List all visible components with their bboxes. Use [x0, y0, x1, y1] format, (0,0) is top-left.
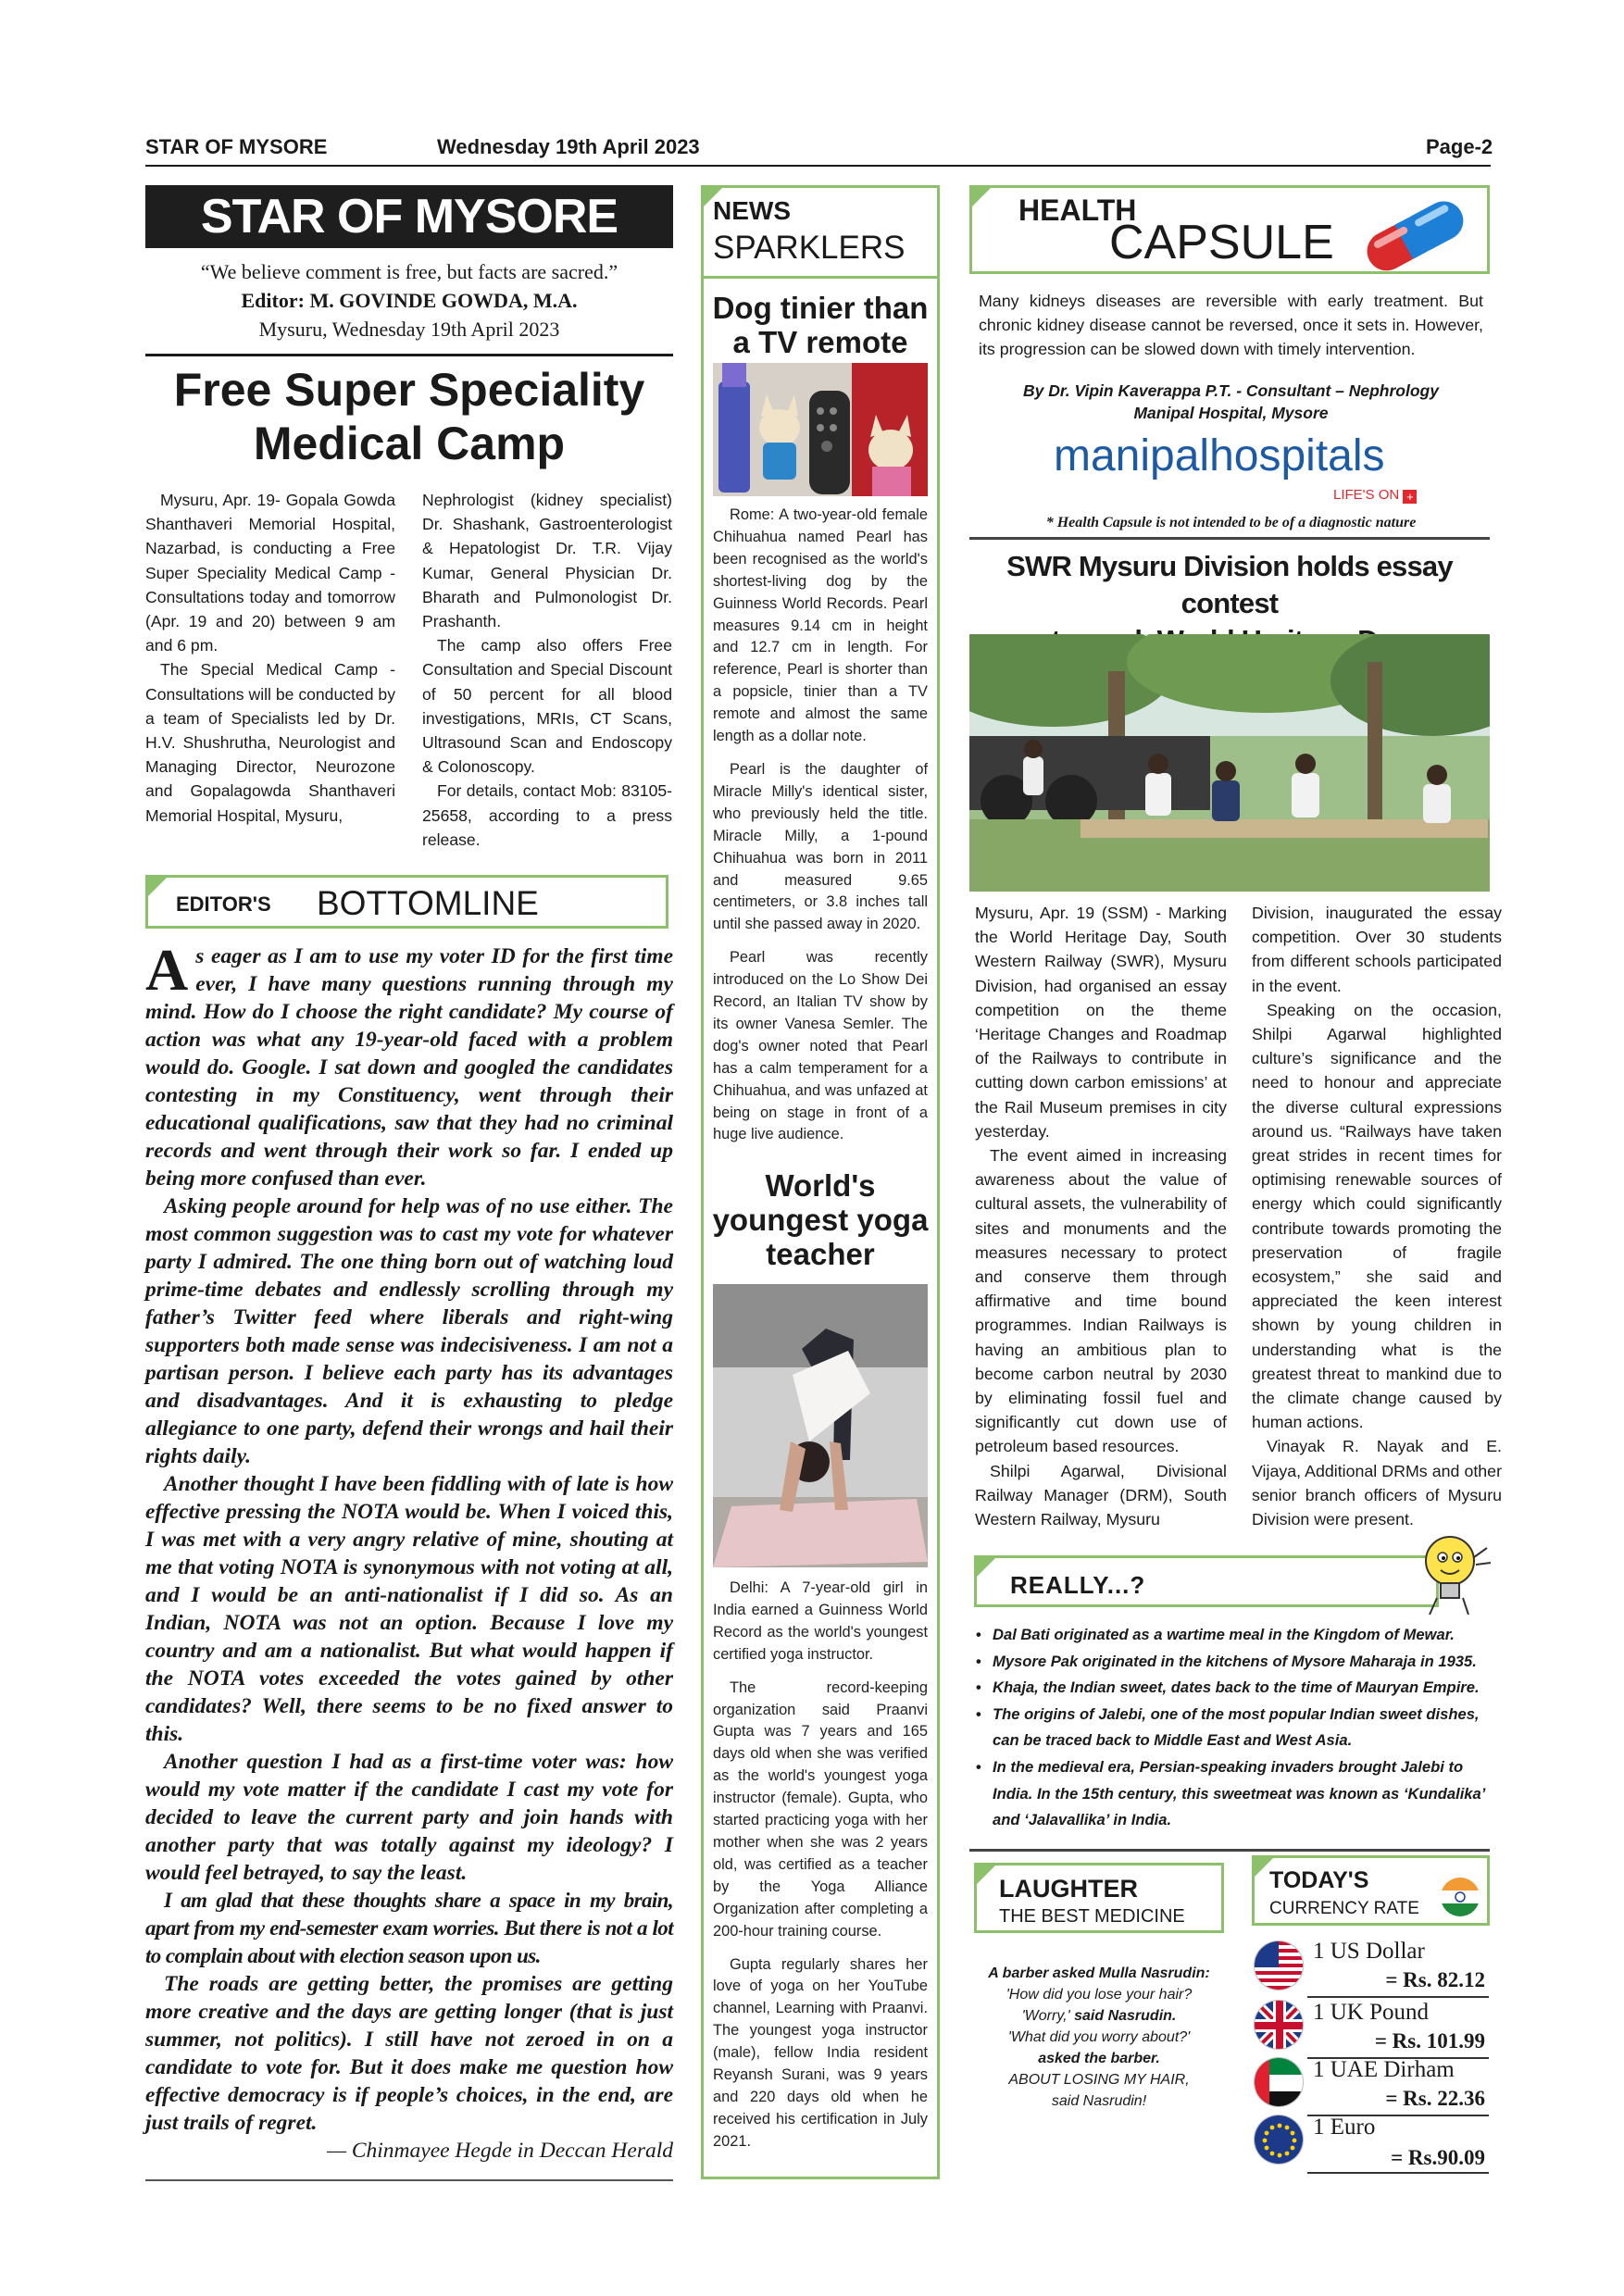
editor-label-big: BOTTOMLINE [317, 884, 539, 922]
yoga-paragraph: Delhi: A 7-year-old girl in India earned a Guinness World Record as the world's youngest certified yoga instructor. [713, 1579, 928, 1663]
really-header [974, 1555, 1439, 1607]
laughter-label-1: LAUGHTER [999, 1875, 1138, 1903]
camp-headline-line2: Medical Camp [253, 418, 566, 469]
camp-headline-line1: Free Super Speciality [173, 364, 645, 416]
masthead-motto: “We believe comment is free, but facts are sacred.” [200, 260, 618, 283]
joke-line: 'How did you lose your hair? [1006, 1987, 1193, 2003]
green-notch [974, 1863, 998, 1887]
paper-name-header: STAR OF MYSORE [145, 135, 328, 158]
editor-paragraph: Another thought I have been fiddling with of late is how effective pressing the NOTA would be. When I voiced this, I was met with a very angry relative of mine, shouting at me that voting NOTA is synonymous with not voting at all, and I would be an anti-nationalist if I did so. As an Indian, NOTA was not an option. Because I love my country and am a nationalist. But what would happen if the NOTA votes exceeded the votes gained by other candidates? Well, there seems to be no fixed answer to this. [145, 1472, 673, 1746]
camp-column-1 [145, 488, 395, 828]
health-label-1: HEALTH [1018, 193, 1137, 227]
rate-label-eur: 1 Euro [1313, 2115, 1376, 2140]
yoga-paragraph: The record-keeping organization said Praanvi Gupta was 7 years and 165 days old when she was verified as the world's youngest yoga instructor (female). Gupta, who started practicing yoga with her mother when she was 2 years old, was certified as a teacher by the Yoga Alliance Organization after completing a 200-hour training course. [713, 1678, 928, 1940]
editor-body [145, 937, 673, 2165]
dog-paragraph: Pearl was recently introduced on the Lo Show Dei Record, an Italian TV show by its owner Vanesa Semler. The dog's owner noted that Pearl has a calm temperament for a Chihuahua, and was unfazed at being on stage in front of a huge live audience. [713, 949, 928, 1143]
green-notch [974, 1555, 998, 1579]
really-item: • Dal Bati originated as a wartime meal in the Kingdom of Mewar. [974, 1622, 1488, 1649]
uae-flag-icon [1254, 2057, 1304, 2107]
yoga-photo [713, 1284, 928, 1567]
rate-label-usd: 1 US Dollar [1313, 1939, 1425, 1964]
editor-paragraph: Asking people around for help was of no use either. The most common suggestion was to cast my vote for whatever party I admired. The one thing born out of watching loud prime-time debates and endlessly scrolling through my father’s Twitter feed where liberals and right-wing supporters both made sense was indecisiveness. I am not a partisan person. I believe each party has its advantages and disadvantages. And it is exhausting to pledge allegiance to one party, defend their wrongs and hail their rights daily. [145, 1194, 673, 1468]
swr-headline-line1: SWR Mysuru Division holds essay contest [1006, 550, 1453, 619]
lightbulb-icon [1411, 1529, 1494, 1623]
camp-paragraph: The camp also offers Free Consultation and Special Discount of 50 percent for all blood investigations, MRIs, CT Scans, Ultrasound Scan and Endoscopy & Colonoscopy. [422, 636, 672, 777]
camp-headline [145, 363, 673, 470]
dog-story [713, 505, 928, 1157]
joke-line: ABOUT LOSING MY HAIR, [1008, 2072, 1190, 2088]
us-flag-icon [1254, 1940, 1304, 1990]
joke-line: asked the barber. [1038, 2051, 1160, 2066]
rate-value-eur: = Rs.90.09 [1391, 2146, 1485, 2169]
really-label: REALLY...? [1010, 1571, 1146, 1599]
joke-line: said Nasrudin. [1069, 2008, 1177, 2024]
masthead-dateline: Mysuru, Wednesday 19th April 2023 [258, 318, 560, 341]
masthead-rule [145, 354, 673, 356]
health-rule [969, 537, 1490, 540]
editor-bottomline-header [145, 875, 668, 929]
swr-paragraph: Mysuru, Apr. 19 (SSM) - Marking the World Heritage Day, South Western Railway (SWR), Mysuru Division, had organised an essay competition on the theme ‘Heritage Changes and Roadmap of the Railways to contribute in cutting down carbon emissions’ at the Rail Museum premises in city yesterday. [975, 904, 1227, 1141]
swr-photo [969, 634, 1490, 892]
health-byline [979, 380, 1483, 424]
india-flag-icon [1440, 1877, 1480, 1922]
manipal-tagline-text: LIFE'S ON [1333, 487, 1400, 503]
swr-column-1 [975, 901, 1227, 1531]
manipal-tagline [1333, 487, 1417, 504]
green-notch [969, 185, 993, 209]
health-text: Many kidneys diseases are reversible with early treatment. But chronic kidney disease cannot be reversed, once it sets in. However, its progression can be slowed down with timely intervention. [979, 292, 1483, 358]
health-label-2: CAPSULE [1109, 216, 1334, 269]
dog-paragraph: Rome: A two-year-old female Chihuahua named Pearl has been recognised as the world's shortest-living dog by the Guinness World Records. Pearl measures 9.14 cm in height and 12.7 cm in length. For reference, Pearl is shorter than a popsicle, tinier than a TV remote and almost the same length as a dollar note. [713, 506, 928, 745]
rate-rule [1307, 2172, 1489, 2174]
page-number: Page-2 [1426, 135, 1493, 158]
health-disclaimer: * Health Capsule is not intended to be of a diagnostic nature [1045, 515, 1417, 530]
editor-paragraph: s eager as I am to use my voter ID for the first time ever, I have many questions running through my mind. How do I choose the right candidate? My course of action was what any 19-year-old faced with a problem would do. Google. I sat down and googled the candidates contesting in my Constituency, went through their educational qualifications, saw that they had no criminal records and went through their work so far. I ended up being more confused than ever. [145, 944, 673, 1191]
camp-paragraph: The Special Medical Camp - Consultations will be conducted by a team of Specialists led by Dr. H.V. Shushrutha, Neurologist and Managing Director, Neurozone and Gopalagowda Shanthaveri Memorial Hospital, Mysuru, [145, 660, 395, 825]
manipal-logo-part2: hospitals [1209, 431, 1385, 480]
camp-paragraph: Mysuru, Apr. 19- Gopala Gowda Shanthaveri Memorial Hospital, Nazarbad, is conducting a Free Super Speciality Medical Camp - Consultations today and tomorrow (Apr. 19 and 20) between 9 am and 6 pm. [145, 491, 395, 655]
manipal-logo-part1: manipal [1054, 431, 1210, 480]
dog-paragraph: Pearl is the daughter of Miracle Milly's identical sister, who previously held the title. Miracle Milly, a 1-pound Chihuahua was born in 2011 and measured 9.65 centimeters, or 3.8 inches tall until she passed away in 2020. [713, 760, 928, 933]
yoga-story [713, 1578, 928, 2165]
really-item: • Khaja, the Indian sweet, dates back to the time of Mauryan Empire. [974, 1675, 1488, 1702]
swr-photo-illustration [969, 634, 1490, 892]
swr-paragraph: Shilpi Agarwal, Divisional Railway Manager (DRM), South Western Railway, Mysuru [975, 1461, 1227, 1529]
laughter-joke [974, 1963, 1224, 2112]
date-header: Wednesday 19th April 2023 [437, 135, 700, 158]
currency-header [1252, 1855, 1490, 1926]
rate-label-aed: 1 UAE Dirham [1313, 2057, 1455, 2082]
camp-paragraph: For details, contact Mob: 83105-25658, according to a press release. [422, 781, 672, 849]
camp-column-2 [422, 488, 672, 852]
swr-paragraph: Speaking on the occasion, Shilpi Agarwal highlighted culture’s significance and the need to honour and appreciate the diverse cultural expressions around us. “Railways have taken great strides in recent times for optimising renewable sources of energy which could significantly contribute towards promoting the preservation of fragile ecosystem,” she said and appreciated the keen interest shown by young children in understanding what is the greatest threat to mankind due to the climate change caused by human actions. [1252, 1000, 1502, 1432]
health-byline-line2: Manipal Hospital, Mysore [1133, 404, 1329, 422]
plus-icon: + [1403, 490, 1417, 504]
euro-flag-icon [1254, 2115, 1304, 2165]
laughter-header [974, 1863, 1224, 1933]
really-item: • In the medieval era, Persian-speaking invaders brought Jalebi to India. In the 15th century, this sweetmeat was known as ‘Kundalika’ and ‘Jalavallika’ in India. [974, 1754, 1488, 1834]
editor-paragraph: I am glad that these thoughts share a space in my brain, apart from my end-semester exam worries. But there is not a lot to complain about with election season upon us. [145, 1889, 673, 1967]
swr-paragraph: The event aimed in increasing awareness about the value of cultural assets, the vulnerability of sites and monuments and the measures necessary to protect and conserve them through affirmative and time bound programmes. Indian Railways is having an ambitious plan to become carbon neutral by 2030 by eliminating fossil fuel and significantly cut down use of petroleum based resources. [975, 1146, 1227, 1456]
currency-label-1: TODAY'S [1269, 1867, 1369, 1893]
capsule-pill-icon [1354, 193, 1483, 281]
rate-value-gbp: = Rs. 101.99 [1374, 2029, 1485, 2053]
dog-headline: Dog tinier than a TV remote [712, 291, 929, 359]
swr-column-2 [1252, 901, 1502, 1531]
rate-label-gbp: 1 UK Pound [1313, 2000, 1430, 2025]
masthead-editor: Editor: M. GOVINDE GOWDA, M.A. [241, 289, 578, 312]
rate-rule [1307, 1996, 1489, 1998]
editor-paragraph: Another question I had as a first-time voter was: how would my vote matter if the candidate I cast my vote for decided to leave the current party and join hands with another party that was totally against my ideology? I would feel betrayed, to say the least. [145, 1750, 673, 1885]
news-label-1: NEWS [713, 196, 791, 225]
yoga-paragraph: Gupta regularly shares her love of yoga on her YouTube channel, Learning with Praanvi. The youngest yoga instructor (male), fellow India resident Reyansh Surani, was 9 years and 220 days old when he received his certification in July 2021. [713, 1955, 928, 2150]
rate-value-aed: = Rs. 22.36 [1385, 2087, 1485, 2110]
dog-photo [713, 363, 928, 496]
health-byline-line1: By Dr. Vipin Kaverappa P.T. - Consultant – Nephrology [1023, 381, 1439, 400]
swr-paragraph: Division, inaugurated the essay competition. Over 30 students from different schools participated in the event. [1252, 904, 1502, 995]
editor-paragraph: The roads are getting better, the promises are getting more creative and the days are getting longer (that is just summer, not politics). I still have not zeroed in on a candidate to vote for. But it does make me question how effective democracy is if people’s choices, in the end, are just trails of regret. [145, 1972, 673, 2135]
top-rule [145, 165, 1491, 167]
masthead-info [145, 257, 673, 343]
left-bottom-rule [145, 2179, 673, 2181]
really-item: • The origins of Jalebi, one of the most popular Indian sweet dishes, can be traced back to Middle East and West Asia. [974, 1702, 1488, 1754]
uk-flag-icon [1254, 2000, 1304, 2050]
laughter-label-2: THE BEST MEDICINE [999, 1906, 1185, 1927]
swr-paragraph: Vinayak R. Nayak and E. Vijaya, Additional DRMs and other senior branch officers of Mysuru Division were present. [1252, 1437, 1502, 1529]
currency-label-2: CURRENCY RATE [1269, 1899, 1419, 1918]
yoga-headline: World's youngest yoga teacher [712, 1168, 929, 1271]
yoga-photo-illustration [713, 1284, 928, 1567]
really-list [974, 1622, 1488, 1834]
joke-line: said Nasrudin! [1051, 2093, 1147, 2109]
masthead-title: STAR OF MYSORE [145, 185, 673, 248]
joke-line: 'Worry,' [1021, 2008, 1070, 2024]
joke-line: 'What did you worry about?' [1007, 2029, 1191, 2045]
editor-label-small: EDITOR'S [176, 892, 271, 916]
news-divider [704, 276, 937, 279]
news-label-2: SPARKLERS [713, 230, 906, 266]
joke-line: A barber asked Mulla Nasrudin: [988, 1965, 1210, 1981]
editor-byline: — Chinmayee Hegde in Deccan Herald [327, 2139, 673, 2163]
dropcap: A [145, 937, 189, 1003]
green-notch [145, 875, 169, 899]
dog-photo-illustration [713, 363, 928, 496]
really-rule [969, 1849, 1490, 1852]
manipal-logo [1054, 431, 1385, 481]
really-item: • Mysore Pak originated in the kitchens of Mysore Maharaja in 1935. [974, 1649, 1488, 1676]
camp-paragraph: Nephrologist (kidney specialist) Dr. Shashank, Gastroenterologist & Hepatologist Dr. T.R. Vijay Kumar, General Physician Dr. Bharath and Pulmonologist Dr. Prashanth. [422, 491, 672, 631]
rate-value-usd: = Rs. 82.12 [1385, 1968, 1485, 1991]
